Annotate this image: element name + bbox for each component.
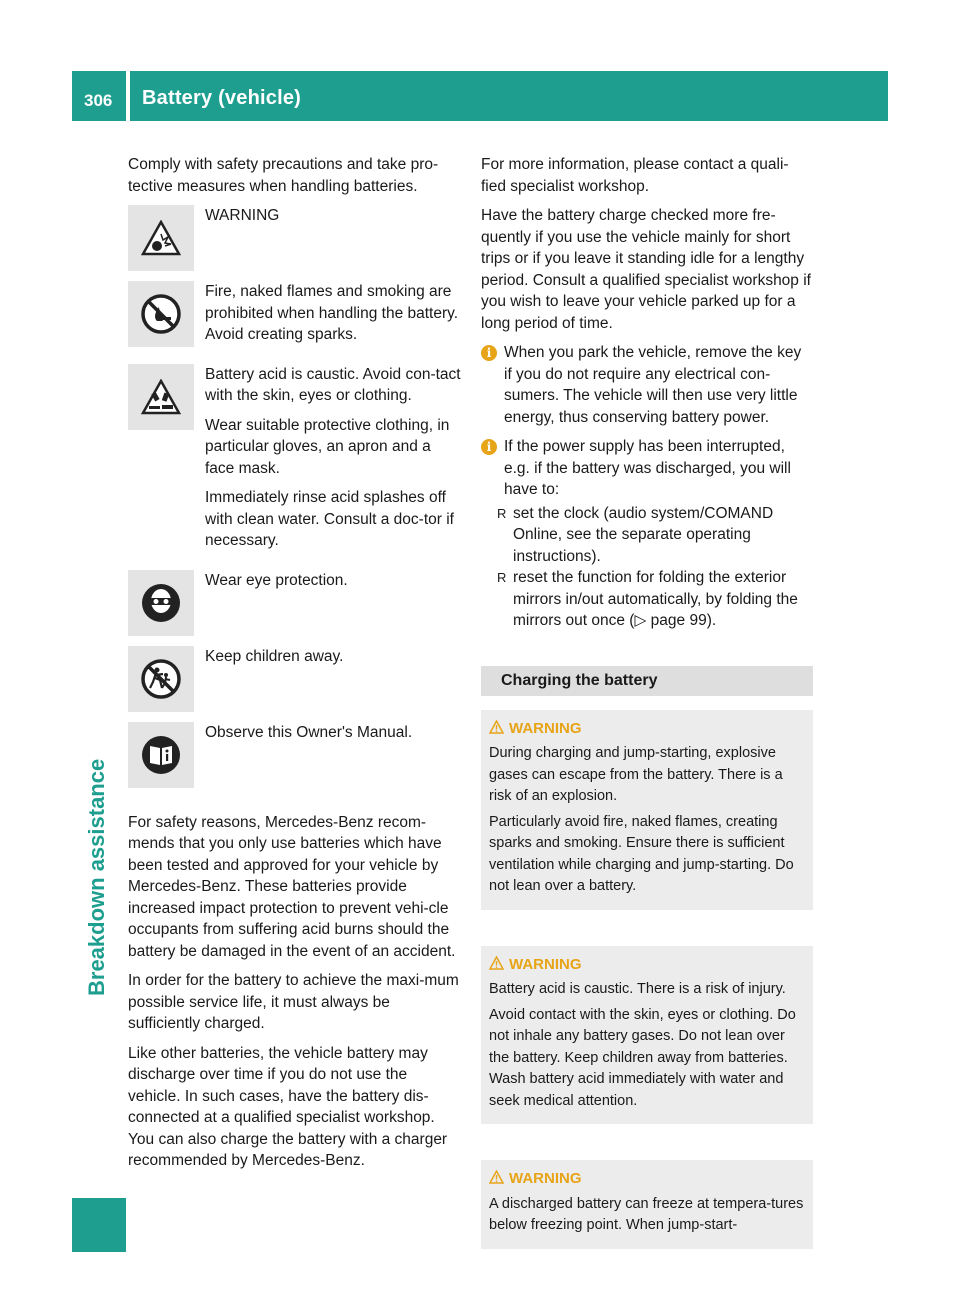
section-heading: Charging the battery	[481, 666, 813, 696]
page-title: Battery (vehicle)	[142, 87, 302, 109]
no-fire-icon	[128, 281, 194, 347]
symbol-text: Observe this Owner's Manual.	[205, 723, 413, 741]
symbol-text: Keep children away.	[205, 647, 344, 665]
explosion-warning-icon	[128, 205, 194, 271]
list-item-text: reset the function for folding the exterior mirrors in/out automatically, by folding the mirrors out once (▷ page 99).	[513, 569, 798, 629]
body-paragraph: Like other batteries, the vehicle battery may discharge over time if you do not use the vehicle. In such cases, have the battery dis-connected at a qualified specialist workshop. You can also charge the battery with a charger recommended by Mercedes-Benz.	[128, 1044, 448, 1169]
symbol-text: Battery acid is caustic. Avoid con-tact with the skin, eyes or clothing.	[205, 365, 461, 404]
warning-text: Battery acid is caustic. There is a risk of injury.	[489, 981, 786, 997]
caustic-acid-icon	[128, 364, 194, 430]
info-text: When you park the vehicle, remove the key if you do not require any electrical con-sumers. The vehicle will then use very little energy, thus conserving battery power.	[504, 344, 802, 426]
symbol-row	[128, 281, 462, 354]
symbol-row	[128, 722, 462, 788]
symbol-row	[128, 364, 462, 560]
symbol-text: Fire, naked flames and smoking are prohibited when handling the battery. Avoid creating sparks.	[205, 283, 459, 343]
symbol-text: Wear suitable protective clothing, in particular gloves, an apron and a face mask.	[205, 416, 450, 477]
body-paragraph: Have the battery charge checked more fre-quently if you use the vehicle mainly for short trips or if you leave it standing idle for a lengthy period. Consult a qualified specialist workshop if you wish to leave your vehicle parked up for a long period of time.	[481, 207, 811, 332]
eye-protection-icon	[128, 570, 194, 636]
warning-box	[481, 946, 813, 1125]
info-text: If the power supply has been interrupted, e.g. if the battery was discharged, you will have to:	[504, 438, 791, 498]
body-paragraph: For safety reasons, Mercedes-Benz recom-mends that you only use batteries which have been tested and approved for your vehicle by Mercedes-Benz. These batteries provide increased impact protection to prevent vehi-cle occupants from suffering acid burns should the battery be damaged in the event of an accident.	[128, 813, 456, 960]
symbol-text: WARNING	[205, 207, 280, 224]
body-paragraph: In order for the battery to achieve the maxi-mum possible service life, it must always be sufficiently charged.	[128, 972, 459, 1032]
symbol-row	[128, 205, 462, 271]
warning-text: Avoid contact with the skin, eyes or clothing. Do not inhale any battery gases. Do not lean over the battery. Keep children away from batteries. Wash battery acid immediately with water and seek medical attention.	[489, 1006, 796, 1109]
warning-text: Particularly avoid fire, naked flames, creating sparks and smoking. Ensure there is sufficient ventilation while charging and jump-starting. Do not lean over a battery.	[489, 813, 794, 894]
warning-triangle-icon	[489, 956, 504, 970]
warning-title-text: WARNING	[509, 955, 582, 973]
warning-title	[489, 954, 805, 976]
warning-title-text: WARNING	[509, 719, 582, 737]
info-icon: i	[481, 345, 497, 361]
left-column	[128, 154, 462, 1180]
header-divider	[126, 71, 130, 121]
warning-box	[481, 1160, 813, 1249]
owners-manual-icon	[128, 722, 194, 788]
keep-children-away-icon	[128, 646, 194, 712]
symbol-row	[128, 570, 462, 636]
page-number: 306	[84, 91, 113, 110]
symbol-text: Immediately rinse acid splashes off with clean water. Consult a doc-tor if necessary.	[205, 489, 454, 549]
warning-text: During charging and jump-starting, explosive gases can escape from the battery. There is a risk of an explosion.	[489, 745, 783, 804]
list-item-text: set the clock (audio system/COMAND Online, see the separate operating instructions).	[513, 504, 774, 565]
list-item	[497, 567, 813, 632]
list-item	[497, 503, 813, 568]
warning-title-text: WARNING	[509, 1170, 582, 1187]
info-note	[481, 436, 813, 501]
warning-box	[481, 710, 813, 910]
symbol-text: Wear eye protection.	[205, 571, 348, 589]
info-icon: i	[481, 439, 497, 455]
warning-title	[489, 718, 805, 740]
warning-title	[489, 1168, 805, 1190]
warning-triangle-icon	[489, 1170, 504, 1184]
section-tab-marker	[72, 1198, 126, 1252]
warning-triangle-icon	[489, 720, 504, 734]
bullet-icon: R	[497, 505, 507, 521]
page-header	[72, 71, 888, 121]
symbol-row	[128, 646, 462, 712]
warning-text: A discharged battery can freeze at tempera-tures below freezing point. When jump-start-	[489, 1195, 804, 1233]
body-paragraph: For more information, please contact a quali-fied specialist workshop.	[481, 156, 789, 195]
info-note	[481, 342, 813, 428]
right-column	[481, 154, 813, 1249]
section-tab-label: Breakdown assistance	[84, 758, 109, 996]
bullet-icon: R	[497, 570, 507, 585]
intro-paragraph: Comply with safety precautions and take pro-tective measures when handling batteries.	[128, 156, 439, 195]
